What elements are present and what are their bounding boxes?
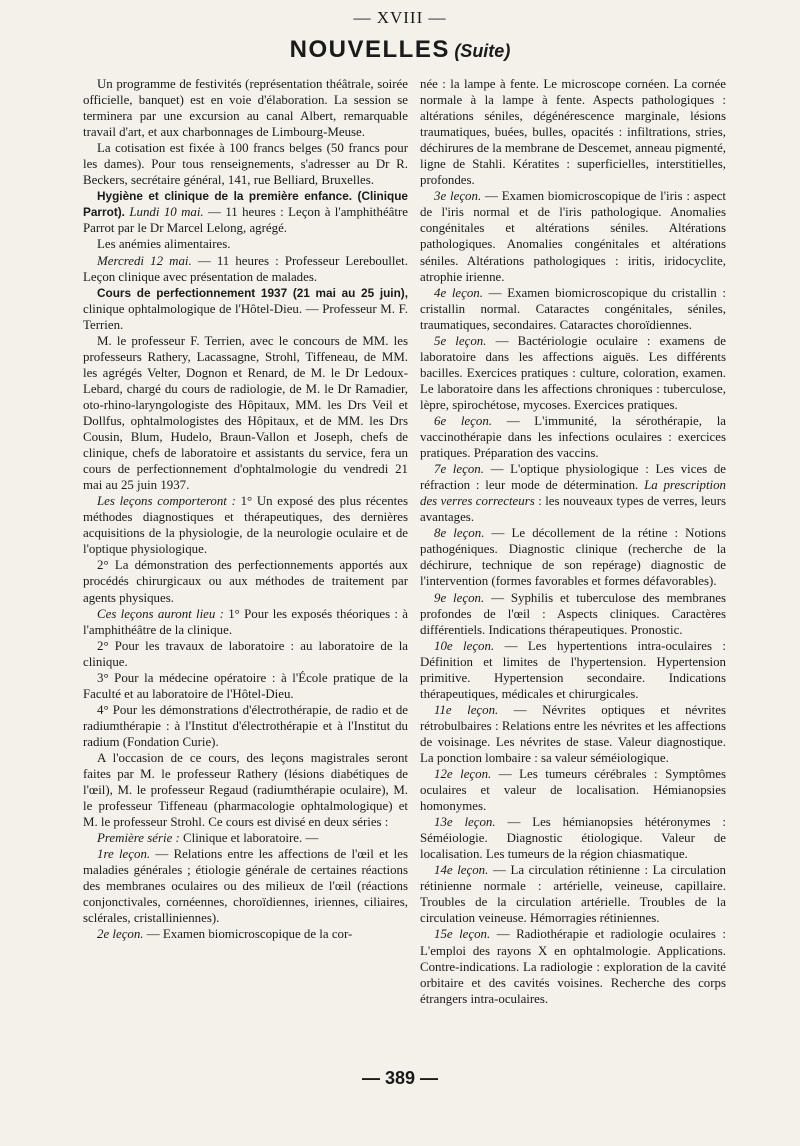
paragraph-text: 2° La démonstration des perfectionnements apportés aux procédés chirurgicaux ou aux méthodes de traitement par agents physiques. <box>83 558 408 605</box>
paragraph-lead: 12e leçon. <box>434 767 492 782</box>
paragraph-lead: 13e leçon. <box>434 815 496 830</box>
paragraph <box>83 638 408 670</box>
paragraph-text: — L'immunité, la sérothérapie, la vaccinothérapie dans les infections oculaires : exercices pratiques. Préparation des vaccins. <box>420 413 726 461</box>
paragraph-text: — Névrites optiques et névrites rétrobulbaires : Relations entre les névrites et les affections de voisinage. Les névrites de stase. Valeur diagnostique. La ponction lombaire : sa valeur séméiologique. <box>420 702 726 765</box>
paragraph <box>83 750 408 830</box>
paragraph-lead: 14e leçon. <box>434 863 489 878</box>
paragraph <box>83 926 408 942</box>
paragraph-lead: 15e leçon. <box>434 927 491 942</box>
paragraph-lead: 5e leçon. <box>434 333 487 348</box>
paragraph-text: — Les hémianopsies hétéronymes : Séméiologie. Diagnostic étiologique. Valeur de localisation. Les tumeurs de la région chiasmatique. <box>420 815 726 862</box>
paragraph-text: Clinique et laboratoire. — <box>183 831 319 846</box>
section-title <box>0 36 800 64</box>
paragraph-text: — 11 heures : Leçon à l'amphithéâtre Parrot par le Dr Marcel Lelong, agrégé. <box>83 205 408 236</box>
paragraph <box>420 413 726 461</box>
paragraph <box>83 140 408 188</box>
paragraph-text: 4° Pour les démonstrations d'électrothérapie, de radio et de radiumthérapie : à l'Institut d'électrothérapie et à l'Institut du radium (Fondation Curie). <box>83 702 408 749</box>
paragraph-lead: Lundi 10 mai. <box>129 205 204 220</box>
paragraph-text: — Le décollement de la rétine : Notions pathogéniques. Diagnostic clinique (recherche de la déchirure, technique de son repérage) diagnostic de l'intervention (formes favorables et formes défavorables). <box>420 526 726 589</box>
paragraph-text: 1° Un exposé des plus récentes méthodes diagnostiques et thérapeutiques, des dernières acquisitions de la physiologie, de la neurologie oculaire et de l'optique physiologique. <box>83 494 408 557</box>
paragraph-lead: Ces leçons auront lieu : <box>97 606 224 621</box>
paragraph-lead: 3e leçon. <box>434 189 482 204</box>
paragraph-lead: 9e leçon. <box>434 590 485 605</box>
paragraph <box>420 285 726 333</box>
paragraph-text: — Relations entre les affections de l'œil et les maladies générales ; étiologie générale de certaines réactions des membranes oculaires ou des milieux de l'œil (réactions conjonctivales, cornéennes, choroïdiennes, iriennes, ciliaires, sclérales, cristalliniennes). <box>83 847 408 926</box>
paragraph <box>83 846 408 926</box>
paragraph <box>83 670 408 702</box>
paragraph-lead: 4e leçon. <box>434 285 483 300</box>
paragraph-text: — 11 heures : Professeur Lereboullet. Leçon clinique avec présentation de malades. <box>83 253 408 284</box>
paragraph-heading: Cours de perfectionnement 1937 (21 mai au 25 juin), <box>97 285 408 300</box>
paragraph-heading: Hygiène et clinique de la première enfance. (Clinique Parrot). <box>83 189 408 220</box>
title-suite: (Suite) <box>454 41 511 61</box>
paragraph <box>83 236 408 252</box>
paragraph <box>420 188 726 284</box>
paragraph-lead: Mercredi 12 mai. <box>97 253 192 268</box>
paragraph <box>83 188 408 236</box>
paragraph <box>420 766 726 814</box>
paragraph <box>420 461 726 525</box>
paragraph-text: — Syphilis et tuberculose des membranes profondes de l'œil : Aspects cliniques. Caractères différentiels. Indications thérapeutiques. Pronostic. <box>420 590 727 637</box>
paragraph-text: A l'occasion de ce cours, des leçons magistrales seront faites par M. le professeur Rathery (lésions diabétiques de l'œil), M. le professeur Regaud (radiumthérapie oculaire), M. le professeur Tiffeneau (pharmacologie ophtalmologique) et M. le professeur Strohl. Ce cours est divisé en deux séries : <box>83 750 408 830</box>
paragraph-text: — Examen biomicroscopique de la cor- <box>146 927 353 942</box>
paragraph <box>420 590 726 638</box>
paragraph <box>420 333 726 413</box>
paragraph-lead: 6e leçon. <box>434 413 492 428</box>
paragraph-text: 1° Pour les exposés théoriques : à l'amphithéâtre de la clinique. <box>83 606 408 637</box>
paragraph-text: — Bactériologie oculaire : examens de laboratoire dans les affections aiguës. Les différents bacilles. Exercices pratiques : culture, coloration, examen. Le laboratoire dans les affections chroniques : tuberculose, lèpre, spirochétose, mycoses. Exercices pratiques. <box>420 333 726 412</box>
paragraph-text: — L'optique physiologique : Les vices de réfraction : leur mode de détermination. <box>420 462 726 493</box>
paragraph-lead: 2e leçon. <box>97 927 144 942</box>
paragraph <box>83 333 408 493</box>
paragraph <box>420 76 726 188</box>
paragraph-lead: Première série : <box>97 831 180 846</box>
page-number: — 389 — <box>361 1068 439 1088</box>
paragraph-text: Un programme de festivités (représentation théâtrale, soirée officielle, banquet) est en voie d'élaboration. La session se terminera par une excursion au canal Albert, remarquable travail d'art, et aux charbonnages de Limbourg-Meuse. <box>83 77 408 140</box>
paragraph-lead: 11e leçon. <box>434 702 499 717</box>
paragraph-text: — Les hypertentions intra-oculaires : Définition et limites de l'hypertension. Hypertension primitive. Hypertension secondaire. Indications thérapeutiques, médicales et chirurgicales. <box>420 638 726 701</box>
paragraph-text: Les anémies alimentaires. <box>97 237 231 252</box>
paragraph <box>83 493 408 557</box>
paragraph <box>83 285 408 333</box>
paragraph <box>420 926 726 1006</box>
paragraph <box>420 814 726 862</box>
page-roman-numeral: — XVIII — <box>353 8 447 27</box>
paragraph-lead: Les leçons comporteront : <box>97 494 236 509</box>
paragraph-text: née : la lampe à fente. Le microscope cornéen. La cornée normale à la lampe à fente. Aspects pathologiques : altérations séniles, dégénérescence marginale, lésions traumatiques, buées, bulles, opacités : infiltrations, stries, déchirures de la membrane de Descemet, anneau pigmenté, ligne de Stahli. Kératites : superficielles, interstitielles, profondes. <box>420 77 727 188</box>
paragraph <box>83 253 408 285</box>
paragraph <box>83 606 408 638</box>
left-column <box>83 76 408 943</box>
paragraph <box>420 638 726 702</box>
paragraph-lead: 1re leçon. <box>97 847 151 862</box>
paragraph <box>420 862 726 926</box>
paragraph <box>83 830 408 846</box>
right-column <box>420 76 726 1007</box>
paragraph-emphasis: La prescription des verres correcteurs <box>420 478 726 509</box>
paragraph-text: — Les tumeurs cérébrales : Symptômes oculaires et valeur de localisation. Hémianopsies homonymes. <box>420 767 726 814</box>
paragraph-text: La cotisation est fixée à 100 francs belges (50 francs pour les dames). Pour tous renseignements, s'adresser au Dr R. Beckers, secrétaire général, 141, rue Belliard, Bruxelles. <box>83 141 408 188</box>
paragraph-text: — La circulation rétinienne : La circulation rétinienne normale : artérielle, veineuse, capillaire. Troubles de la circulation artérielle. Troubles de la circulation veineuse. Hémorragies rétiniennes. <box>420 863 726 926</box>
paragraph-text: — Examen biomicroscopique de l'iris : aspect de l'iris normal et de l'iris pathologique. Anomalies congénitales et altérations séniles. Altérations pathologiques. Anomalies congénitales et altérations séniles. Altérations pathologiques : iritis, iridocyclite, atrophie irienne. <box>420 189 726 284</box>
paragraph-text: M. le professeur F. Terrien, avec le concours de MM. les professeurs Rathery, Lacassagne, Strohl, Tiffeneau, de MM. les agrégés Velter, Dognon et Renard, de M. le Dr Ledoux-Lebard, chargé du cours de radiologie, de M. le Dr Ramadier, oto-rhino-laryngologiste des Hôpitaux, MM. les Drs Veil et Dollfus, ophtalmologistes des Hôpitaux, et de MM. les Drs Cousin, Blum, Hudelo, Braun-Vallon et Joseph, chefs de clinique, chefs de laboratoire et assistants du service, fera un cours de perfectionnement d'ophtalmologie du vendredi 21 mai au 25 juin 1937. <box>83 333 408 493</box>
paragraph <box>83 76 408 140</box>
paragraph-lead: 7e leçon. <box>434 462 484 477</box>
paragraph-lead: 10e leçon. <box>434 638 495 653</box>
paragraph <box>420 525 726 589</box>
paragraph-text: — Radiothérapie et radiologie oculaires : L'emploi des rayons X en ophtalmologie. Applications. Contre-indications. La radiologie : exploration de la cavité orbitaire et des cavités voisines. Recherche des corps étrangers intra-oculaires. <box>420 927 726 1006</box>
paragraph-text: 2° Pour les travaux de laboratoire : au laboratoire de la clinique. <box>83 638 408 669</box>
paragraph <box>83 702 408 750</box>
paragraph <box>420 702 726 766</box>
paragraph <box>83 557 408 605</box>
paragraph-text: 3° Pour la médecine opératoire : à l'École pratique de la Faculté et au laboratoire de l'Hôtel-Dieu. <box>83 670 408 701</box>
paragraph-text: — Examen biomicroscopique du cristallin : cristallin normal. Cataractes congénitales, séniles, traumatiques, secondaires. Cataractes choroïdiennes. <box>420 285 726 332</box>
paragraph-text-continued: : les nouveaux types de verres, leurs avantages. <box>420 494 727 525</box>
paragraph-lead: 8e leçon. <box>434 526 485 541</box>
title-main: NOUVELLES <box>289 36 450 63</box>
paragraph-text: clinique ophtalmologique de l'Hôtel-Dieu. — Professeur M. F. Terrien. <box>83 301 408 332</box>
